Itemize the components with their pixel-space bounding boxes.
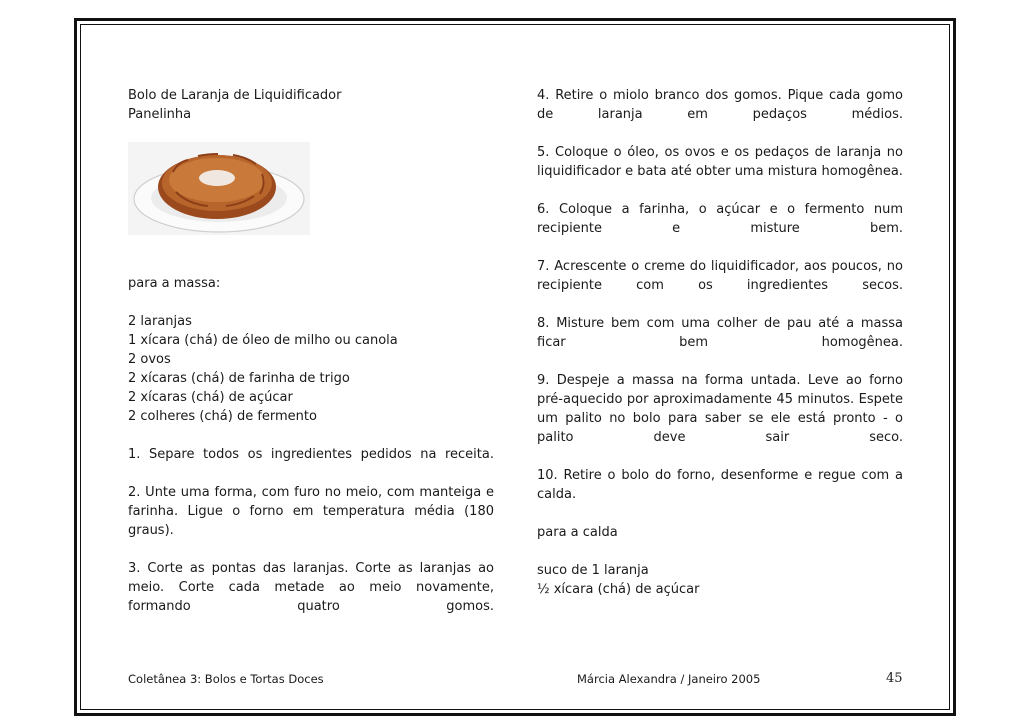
calda-item-1: suco de 1 laranja — [537, 563, 649, 578]
ingredient-5: 2 xícaras (chá) de açúcar — [128, 390, 293, 405]
step-3 — [128, 559, 494, 616]
step-8-text: 8. Misture bem com uma colher de pau até a massa ficar bem homogênea. — [537, 316, 903, 350]
step-7 — [537, 257, 903, 295]
step-6 — [537, 200, 903, 238]
step-9-text: 9. Despeje a massa na forma untada. Leve ao forno pré-aquecido por aproximadamente 45 minutos. Espete um palito no bolo para saber se ele está pronto - o palito deve sair seco. — [537, 373, 903, 445]
step-8 — [537, 314, 903, 352]
step-7-text: 7. Acrescente o creme do liquidificador, aos poucos, no recipiente com os ingredientes secos. — [537, 259, 903, 293]
cake-illustration — [128, 142, 310, 235]
step-9 — [537, 371, 903, 447]
step-5 — [537, 143, 903, 181]
right-column — [537, 86, 903, 599]
footer-author-date: Márcia Alexandra / Janeiro 2005 — [577, 672, 761, 686]
ingredient-4: 2 xícaras (chá) de farinha de trigo — [128, 371, 350, 386]
left-column — [128, 86, 494, 635]
step-2 — [128, 483, 494, 540]
recipe-title: Bolo de Laranja de Liquidificador — [128, 88, 342, 103]
ingredient-1: 2 laranjas — [128, 314, 192, 329]
step-1-text: 1. Separe todos os ingredientes pedidos na receita. — [128, 447, 494, 462]
step-4-text: 4. Retire o miolo branco dos gomos. Pique cada gomo de laranja em pedaços médios. — [537, 88, 903, 122]
calda-heading: para a calda — [537, 525, 618, 540]
step-3-text: 3. Corte as pontas das laranjas. Corte as laranjas ao meio. Corte cada metade ao meio novamente, formando quatro gomos. — [128, 561, 494, 614]
step-6-text: 6. Coloque a farinha, o açúcar e o fermento num recipiente e misture bem. — [537, 202, 903, 236]
recipe-author: Panelinha — [128, 107, 192, 122]
ingredient-3: 2 ovos — [128, 352, 171, 367]
step-2-text: 2. Unte uma forma, com furo no meio, com manteiga e farinha. Ligue o forno em temperatura média (180 graus). — [128, 485, 494, 538]
step-4 — [537, 86, 903, 124]
cake-photo — [128, 142, 310, 235]
ingredient-2: 1 xícara (chá) de óleo de milho ou canola — [128, 333, 398, 348]
step-5-text: 5. Coloque o óleo, os ovos e os pedaços de laranja no liquidificador e bata até obter uma mistura homogênea. — [537, 145, 903, 179]
page-number: 45 — [886, 671, 903, 686]
calda-item-2: ½ xícara (chá) de açúcar — [537, 582, 700, 597]
step-10 — [537, 466, 903, 504]
step-1 — [128, 445, 494, 464]
ingredient-6: 2 colheres (chá) de fermento — [128, 409, 317, 424]
massa-heading: para a massa: — [128, 276, 221, 291]
footer-collection: Coletânea 3: Bolos e Tortas Doces — [128, 672, 324, 686]
step-10-text: 10. Retire o bolo do forno, desenforme e regue com a calda. — [537, 468, 903, 502]
